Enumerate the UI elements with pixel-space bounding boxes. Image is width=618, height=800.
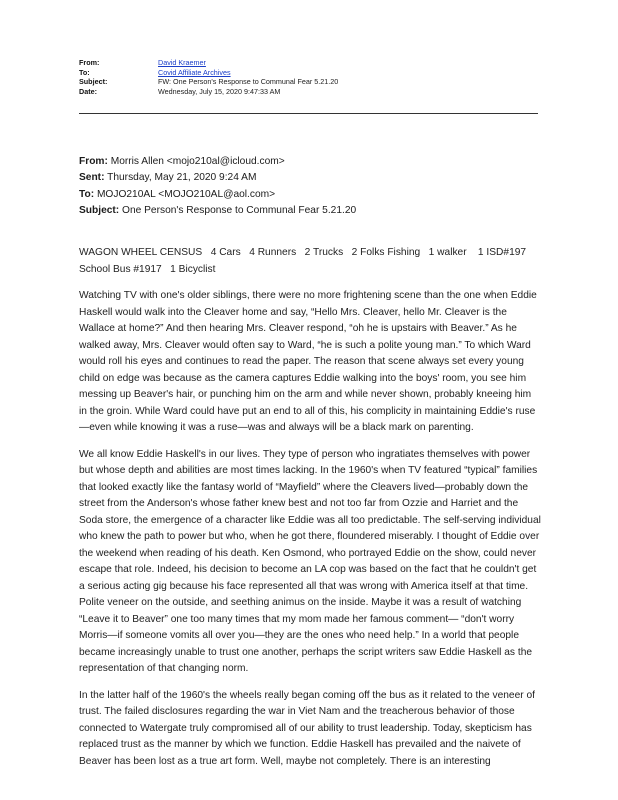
wagon-wheel-census: WAGON WHEEL CENSUS 4 Cars 4 Runners 2 Trucks 2 Folks Fishing 1 walker 1 ISD#197 School Bus #1917 1 Bicyclist — [79, 247, 529, 275]
header-subject-row — [79, 77, 338, 87]
forwarded-to-row — [79, 187, 356, 203]
to-link[interactable]: Covid Affiliate Archives — [158, 67, 231, 77]
header-to-row — [79, 68, 338, 78]
body-paragraph-3: In the latter half of the 1960's the wheels really began coming off the bus as it related to the veneer of trust. The failed disclosures regarding the war in Viet Nam and the treacherous behavior of those connected to Watergate truly compromised all of our ability to trust leadership. Today, skepticism has replaced trust as the manner by which we function. Eddie Haskell has prevailed and the naivete of Beaver has been lost as a true art form. Well, maybe not completely. There is an interesting — [79, 689, 535, 767]
date-value: Wednesday, July 15, 2020 9:47:33 AM — [158, 86, 281, 96]
from-label: From: — [79, 58, 100, 67]
body-paragraph-1: Watching TV with one's older siblings, there were no more frightening scene than the one when Eddie Haskell would walk into the Cleaver home and say, “Hello Mrs. Cleaver, hello Mr. Cleaver is the Wallace at home?” And then hearing Mrs. Cleaver respond, “oh he is upstairs with Beaver.” As he walked away, Mrs. Cleaver would often say to Ward, “he is such a polite young man.” To which Ward would roll his eyes and continues to read the paper. The reason that scene always set every young child on edge was because as the camera captures Eddie walking into the boys' room, you see him messing up Beaver's hair, or punching him on the arm and while never shown, probably kneeing him in the groin. While Ward could have put an end to all of this, his complicity in maintaining Eddie's ruse—even while knowing it was a ruse—was and always will be a black mark on parenting. — [79, 290, 537, 433]
forwarded-from-value: Morris Allen <mojo210al@icloud.com> — [110, 156, 285, 167]
forwarded-sent-label: Sent: — [79, 172, 105, 184]
email-body — [79, 245, 541, 780]
header-divider — [79, 113, 538, 114]
forwarded-header — [79, 154, 356, 219]
to-label: To: — [79, 67, 90, 77]
email-header — [79, 58, 338, 96]
subject-label: Subject: — [79, 77, 108, 86]
date-label: Date: — [79, 86, 97, 96]
forwarded-to-label: To: — [79, 188, 95, 200]
forwarded-subject-row — [79, 203, 356, 219]
forwarded-from-row — [79, 154, 356, 170]
forwarded-sent-row — [79, 170, 356, 186]
body-paragraph-2: We all know Eddie Haskell's in our lives. They type of person who ingratiates themselves with power but whose depth and abilities are most times lacking. In the 1960's when TV featured “typical” families that looked exactly like the fantasy world of “Mayfield” where the Cleavers lived—probably down the street from the Anderson's whose father knew best and not too far from Ozzie and Harriet and the Soda store, the emergence of a character like Eddie was all too predictable. The self-serving individual who knew the path to power but who, when he got there, floundered miserably. I thought of Eddie over the weekend when reading of his death. Ken Osmond, who portrayed Eddie on the show, could never escape that role. Indeed, his decision to become an LA cop was based on the fact that he couldn't get a serious acting gig because his face represented all that was wrong with America itself at that time. Polite veneer on the outside, and seething animus on the inside. Maybe it was a result of watching “Leave it to Beaver” one too many times that my mom made her famous comment— “don't worry Morris—if someone vomits all over you—they are the ones who need help.” In a world that people became increasingly unable to trust one another, perhaps the script writers saw Eddie Haskell as the representation of that changing norm. — [79, 448, 541, 674]
header-from-row — [79, 58, 338, 68]
forwarded-subject-value: One Person's Response to Communal Fear 5.21.20 — [122, 204, 357, 216]
subject-value: FW: One Person's Response to Communal Fear 5.21.20 — [158, 77, 339, 86]
forwarded-sent-value: Thursday, May 21, 2020 9:24 AM — [107, 172, 257, 184]
forwarded-from-label: From: — [79, 156, 108, 167]
from-link[interactable]: David Kraemer — [158, 58, 206, 67]
header-date-row — [79, 87, 338, 97]
forwarded-to-value: MOJO210AL <MOJO210AL@aol.com> — [96, 188, 276, 200]
forwarded-subject-label: Subject: — [79, 204, 120, 216]
